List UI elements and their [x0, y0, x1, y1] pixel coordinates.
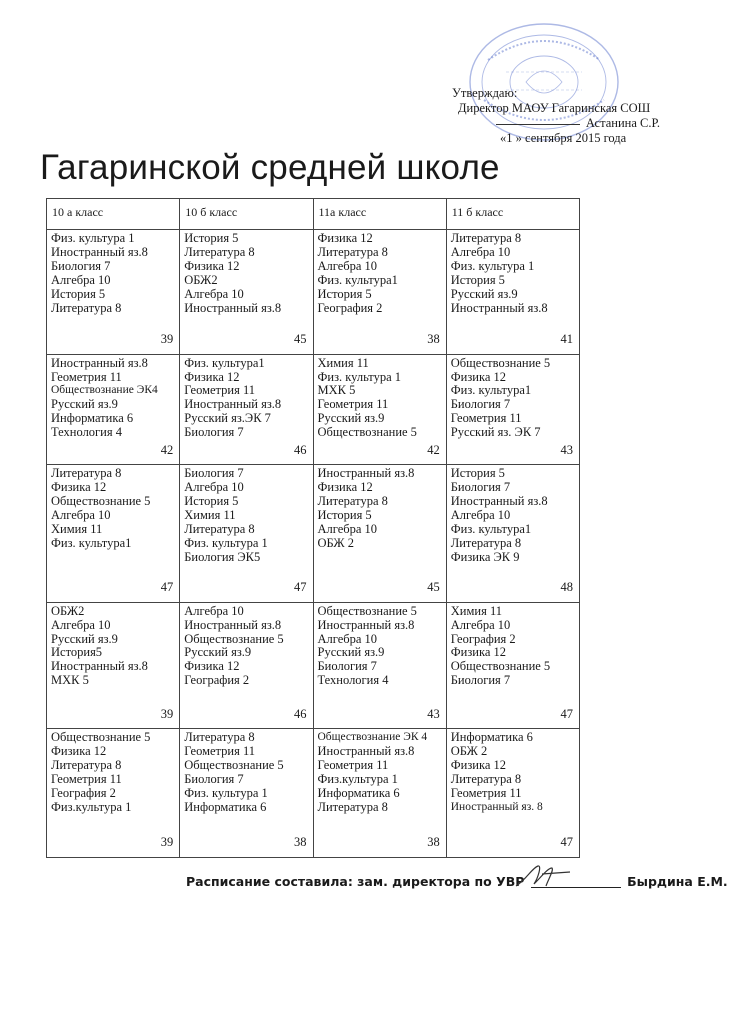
schedule-cell-11a [313, 465, 446, 603]
schedule-cell-11a [313, 602, 446, 729]
schedule-cell-10a [47, 602, 180, 729]
subject-entry: Русский яз.9 [184, 645, 252, 660]
subject-entry: История 5 [51, 286, 106, 301]
subject-entry: Литература 8 [51, 466, 122, 481]
approval-block [452, 86, 668, 146]
subject-entry: Информатика 6 [317, 785, 400, 800]
schedule-cell-11a [313, 729, 446, 858]
subject-entry: Алгебра 10 [51, 617, 111, 632]
subject-entry: Алгебра 10 [317, 258, 378, 273]
subject-entry: История 5 [184, 231, 239, 245]
subject-entry: Литература 8 [450, 231, 522, 245]
approval-title: Утверждаю: [452, 86, 518, 100]
subject-entry: Физ. культура 1 [184, 535, 268, 550]
schedule-cell-10a [47, 230, 180, 355]
subject-entry: Обществознание 5 [184, 758, 284, 773]
subject-entry: Иностранный яз.8 [317, 617, 415, 632]
subject-entry: Иностранный яз.8 [184, 617, 282, 632]
hours-total: 38 [294, 835, 307, 850]
subject-entry: Русский яз.9 [51, 397, 118, 412]
subject-entry: ОБЖ2 [184, 272, 218, 287]
table-row [47, 354, 580, 465]
subject-entry: Физ. культура 1 [450, 258, 535, 273]
subject-entry: ОБЖ2 [51, 603, 85, 618]
subject-entry: География 2 [317, 300, 383, 315]
column-header-10a: 10 а класс [47, 199, 180, 230]
subject-entry: Алгебра 10 [184, 286, 244, 301]
subject-entry: Геометрия 11 [184, 744, 256, 759]
table-row [47, 602, 580, 729]
subject-entry: Физика 12 [317, 231, 373, 245]
subject-entry: Биология ЭК5 [184, 549, 261, 564]
subject-entry: Литература 8 [317, 244, 388, 259]
hours-total: 45 [427, 580, 440, 595]
subject-entry: Литература 8 [317, 799, 388, 814]
schedule-table [46, 198, 580, 858]
subject-entry: Иностранный яз.8 [184, 300, 282, 315]
hours-total: 38 [427, 835, 440, 850]
schedule-cell-10b [180, 602, 313, 729]
subject-entry: Физ. культура 1 [51, 231, 135, 245]
hours-total: 45 [294, 332, 307, 347]
subject-entry: Иностранный яз.8 [184, 397, 282, 412]
subject-entry: Физика 12 [184, 369, 240, 384]
hours-total: 38 [427, 332, 440, 347]
subject-entry: Технология 4 [51, 425, 122, 440]
hours-total: 47 [560, 835, 573, 850]
subject-entry: Литература 8 [184, 730, 255, 745]
subject-entry: Химия 11 [184, 507, 236, 522]
subject-entry: Биология 7 [450, 673, 511, 688]
hours-total: 48 [560, 580, 573, 595]
subject-entry: Иностранный яз.8 [51, 244, 148, 259]
subject-entry: История 5 [317, 507, 372, 522]
hours-total: 39 [160, 835, 174, 850]
subject-entry: Алгебра 10 [317, 521, 378, 536]
subject-entry: Физ. культура1 [317, 272, 398, 287]
subject-entry: Геометрия 11 [51, 369, 122, 384]
subject-entry: Иностранный яз.8 [450, 493, 548, 508]
subject-entry: Литература 8 [51, 300, 122, 315]
subject-entry: Химия 11 [450, 603, 502, 618]
handwritten-signature-icon [512, 862, 582, 892]
subject-entry: История 5 [184, 493, 239, 508]
subject-entry: Технология 4 [317, 673, 389, 688]
subject-entry: Физ. культура1 [450, 521, 532, 536]
subject-entry: Физика 12 [51, 480, 107, 495]
subject-entry: Физика 12 [184, 659, 240, 674]
subject-entry: Геометрия 11 [317, 397, 389, 412]
subject-entry: Обществознание 5 [51, 730, 151, 745]
schedule-cell-11b [446, 465, 579, 603]
subject-entry: Иностранный яз.8 [317, 744, 415, 759]
subject-entry: Физика 12 [317, 480, 373, 495]
subject-entry: Физика 12 [450, 758, 506, 773]
subject-entry: Обществознание 5 [184, 631, 284, 646]
approval-signatory [452, 116, 668, 131]
subject-entry: История 5 [317, 286, 372, 301]
table-row [47, 465, 580, 603]
subject-entry: Физ. культура1 [51, 535, 132, 550]
subject-entry: Физ. культура 1 [184, 785, 268, 800]
schedule-cell-10a [47, 465, 180, 603]
footer-label: Расписание составила: зам. директора по УВР [186, 874, 525, 889]
subject-entry: Химия 11 [317, 355, 369, 370]
subject-entry: Обществознание 5 [51, 493, 151, 508]
subject-entry: Физ.культура 1 [51, 799, 132, 814]
subject-entry: Алгебра 10 [317, 631, 378, 646]
schedule-cell-11b [446, 602, 579, 729]
subject-entry: Литература 8 [184, 521, 255, 536]
page-title: Гагаринской средней школе [40, 148, 500, 187]
subject-entry: Русский яз.9 [317, 411, 385, 426]
subject-entry: Алгебра 10 [184, 603, 244, 618]
subject-entry: Геометрия 11 [317, 758, 389, 773]
subject-entry: История 5 [450, 466, 505, 481]
subject-entry: Физика 12 [184, 258, 240, 273]
subject-entry: МХК 5 [51, 673, 89, 688]
subject-entry: География 2 [450, 631, 516, 646]
schedule-cell-10a [47, 354, 180, 465]
subject-entry: Обществознание 5 [450, 355, 551, 370]
subject-entry: Обществознание ЭК 4 [317, 731, 428, 744]
schedule-cell-11b [446, 230, 579, 355]
subject-entry: ОБЖ 2 [317, 535, 354, 550]
subject-entry: Алгебра 10 [184, 480, 244, 495]
subject-entry: Биология 7 [184, 772, 244, 787]
hours-total: 39 [160, 706, 174, 721]
subject-entry: Биология 7 [184, 425, 244, 440]
subject-entry: Физика 12 [51, 744, 107, 759]
approval-date: «1 » сентября 2015 года [500, 131, 627, 145]
subject-entry: МХК 5 [317, 383, 356, 398]
subject-entry: Литература 8 [317, 493, 388, 508]
schedule-cell-11b [446, 729, 579, 858]
subject-entry: Иностранный яз. 8 [450, 800, 543, 813]
table-row [47, 729, 580, 858]
subject-entry: Русский яз.9 [317, 645, 385, 660]
hours-total: 42 [160, 442, 174, 457]
subject-entry: Литература 8 [450, 535, 522, 550]
subject-entry: Информатика 6 [450, 730, 533, 745]
hours-total: 43 [560, 442, 573, 457]
schedule-cell-10a [47, 729, 180, 858]
schedule-cell-10b [180, 465, 313, 603]
schedule-cell-10b [180, 230, 313, 355]
subject-entry: Алгебра 10 [450, 507, 511, 522]
subject-entry: Биология 7 [184, 466, 244, 481]
signature-line [496, 124, 580, 125]
hours-total: 42 [427, 442, 440, 457]
subject-entry: Обществознание ЭК4 [51, 384, 158, 397]
subject-entry: Физ. культура1 [184, 355, 265, 370]
subject-entry: Биология 7 [450, 480, 511, 495]
subject-entry: Литература 8 [184, 244, 255, 259]
subject-entry: Русский яз.9 [450, 286, 518, 301]
hours-total: 46 [294, 706, 307, 721]
subject-entry: Биология 7 [317, 659, 377, 674]
hours-total: 46 [294, 442, 307, 457]
subject-entry: Алгебра 10 [450, 244, 511, 259]
subject-entry: Литература 8 [51, 758, 122, 773]
subject-entry: Информатика 6 [51, 411, 134, 426]
hours-total: 47 [560, 706, 573, 721]
hours-total: 47 [294, 580, 307, 595]
subject-entry: Информатика 6 [184, 799, 267, 814]
subject-entry: Геометрия 11 [51, 772, 122, 787]
schedule-cell-11a [313, 230, 446, 355]
schedule-cell-11a [313, 354, 446, 465]
subject-entry: География 2 [184, 673, 250, 688]
subject-entry: История 5 [450, 272, 505, 287]
subject-entry: География 2 [51, 785, 116, 800]
subject-entry: Биология 7 [51, 258, 111, 273]
subject-entry: Иностранный яз.8 [317, 466, 415, 481]
column-header-11a: 11а класс [313, 199, 446, 230]
subject-entry: Геометрия 11 [184, 383, 256, 398]
column-header-11b: 11 б класс [446, 199, 579, 230]
hours-total: 39 [160, 332, 174, 347]
footer-name: Бырдина Е.М. [627, 874, 728, 889]
subject-entry: Алгебра 10 [51, 272, 111, 287]
hours-total: 41 [560, 332, 573, 347]
approval-name: Астанина С.Р. [585, 116, 660, 130]
subject-entry: Обществознание 5 [450, 659, 551, 674]
subject-entry: Химия 11 [51, 521, 103, 536]
schedule-cell-11b [446, 354, 579, 465]
subject-entry: Геометрия 11 [450, 411, 522, 426]
hours-total: 43 [427, 706, 440, 721]
subject-entry: Геометрия 11 [450, 785, 522, 800]
footer-line [186, 874, 728, 889]
subject-entry: Физ. культура1 [450, 383, 532, 398]
approval-position: Директор МАОУ Гагаринская СОШ [458, 101, 651, 115]
table-row [47, 230, 580, 355]
subject-entry: Физика 12 [450, 645, 506, 660]
subject-entry: Русский яз.ЭК 7 [184, 411, 271, 426]
hours-total: 47 [160, 580, 174, 595]
column-header-10b: 10 б класс [180, 199, 313, 230]
subject-entry: Обществознание 5 [317, 425, 417, 440]
schedule-cell-10b [180, 354, 313, 465]
schedule-cell-10b [180, 729, 313, 858]
subject-entry: Иностранный яз.8 [51, 659, 148, 674]
subject-entry: Алгебра 10 [450, 617, 511, 632]
subject-entry: Физ.культура 1 [317, 772, 398, 787]
subject-entry: Физ. культура 1 [317, 369, 402, 384]
subject-entry: Русский яз.9 [51, 631, 118, 646]
subject-entry: Русский яз. ЭК 7 [450, 425, 541, 440]
subject-entry: История5 [51, 645, 103, 660]
subject-entry: Иностранный яз.8 [51, 355, 148, 370]
subject-entry: Биология 7 [450, 397, 511, 412]
subject-entry: Физика ЭК 9 [450, 549, 520, 564]
subject-entry: Обществознание 5 [317, 603, 417, 618]
subject-entry: ОБЖ 2 [450, 744, 488, 759]
subject-entry: Литература 8 [450, 772, 522, 787]
header-row [47, 199, 580, 230]
subject-entry: Иностранный яз.8 [450, 300, 548, 315]
subject-entry: Физика 12 [450, 369, 506, 384]
subject-entry: Алгебра 10 [51, 507, 111, 522]
